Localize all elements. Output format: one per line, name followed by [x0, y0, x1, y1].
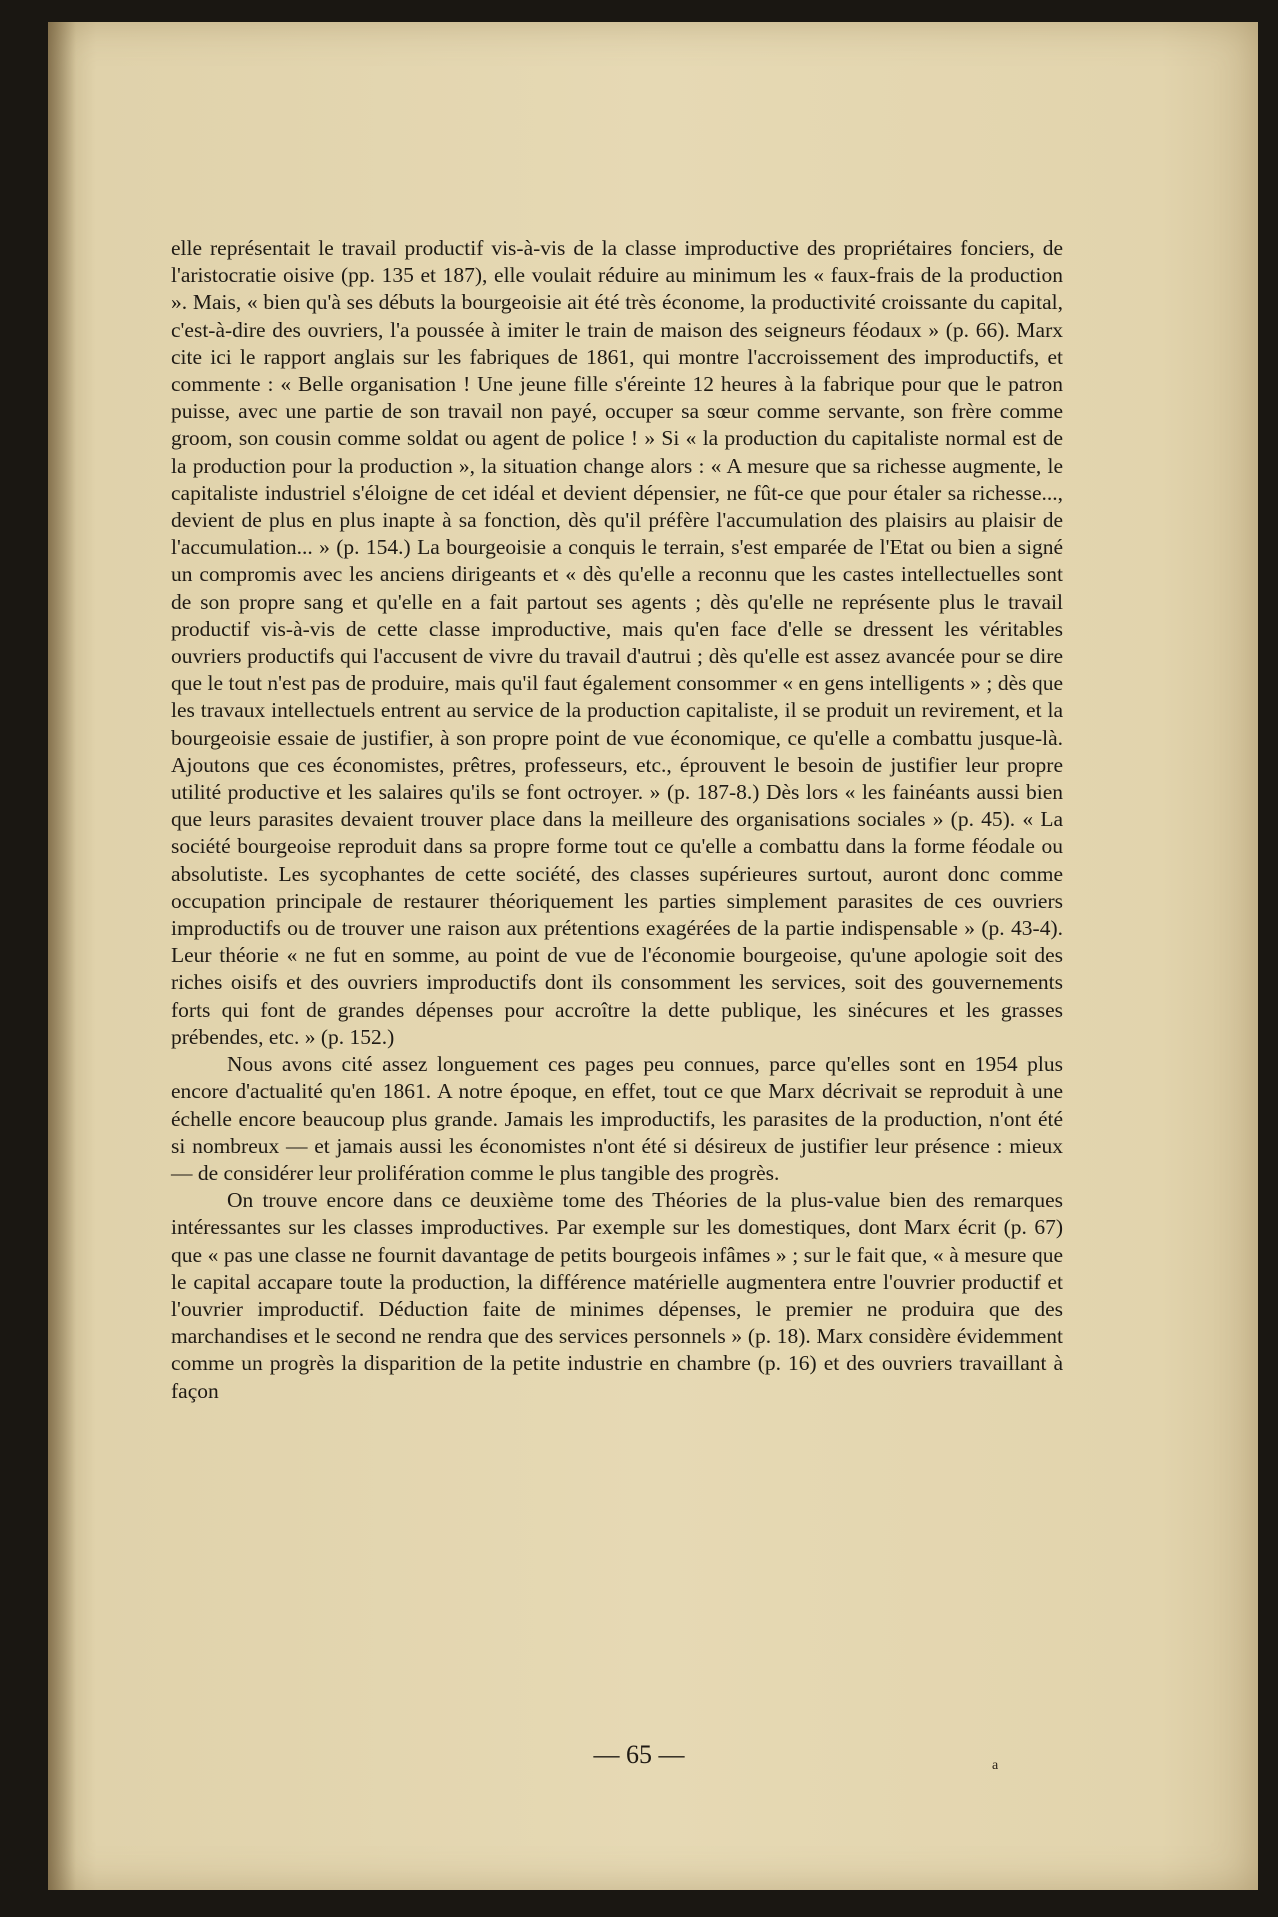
- paragraph-2: Nous avons cité assez longuement ces pages peu connues, parce qu'elles sont en 1954 plus encore d'actualité qu'en 1861. A notre époque, en effet, tout ce que Marx décrivait se reproduit à une échelle encore beaucoup plus grande. Jamais les improductifs, les parasites de la production, n'ont été si nombreux — et jamais aussi les économistes n'ont été si désireux de justifier leur présence : mieux — de considérer leur prolifération comme le plus tangible des progrès.: [171, 1052, 1063, 1185]
- body-text: [171, 235, 1063, 1405]
- signature-mark: a: [992, 1758, 999, 1773]
- paragraph-1: elle représentait le travail productif vis-à-vis de la classe improductive des propriétaires fonciers, de l'aristocratie oisive (pp. 135 et 187), elle voulait réduire au minimum les « faux-frais de la production ». Mais, « bien qu'à ses débuts la bourgeoisie ait été très économe, la productivité croissante du capital, c'est-à-dire des ouvriers, l'a poussée à imiter le train de maison des seigneurs féodaux » (p. 66). Marx cite ici le rapport anglais sur les fabriques de 1861, qui montre l'accroissement des improductifs, et commente : « Belle organisation ! Une jeune fille s'éreinte 12 heures à la fabrique pour que le patron puisse, avec une partie de son travail non payé, occuper sa sœur comme servante, son frère comme groom, son cousin comme soldat ou agent de police ! » Si « la production du capitaliste normal est de la production pour la production », la situation change alors : « A mesure que sa richesse augmente, le capitaliste industriel s'éloigne de cet idéal et devient dépensier, ne fût-ce que pour étaler sa richesse..., devient de plus en plus inapte à sa fonction, dès qu'il préfère l'accumulation des plaisirs au plaisir de l'accumulation... » (p. 154.) La bourgeoisie a conquis le terrain, s'est emparée de l'Etat ou bien a signé un compromis avec les anciens dirigeants et « dès qu'elle a reconnu que les castes intellectuelles sont de son propre sang et qu'elle en a fait partout ses agents ; dès qu'elle ne représente plus le travail productif vis-à-vis de cette classe improductive, mais qu'en face d'elle se dressent les véritables ouvriers productifs qui l'accusent de vivre du travail d'autrui ; dès qu'elle est assez avancée pour se dire que le tout n'est pas de produire, mais qu'il faut également consommer « en gens intelligents » ; dès que les travaux intellectuels entrent au service de la production capitaliste, il se produit un revirement, et la bourgeoisie essaie de justifier, à son propre point de vue économique, ce qu'elle a combattu jusque-là. Ajoutons que ces économistes, prêtres, professeurs, etc., éprouvent le besoin de justifier leur propre utilité productive et les salaires qu'ils se font octroyer. » (p. 187-8.) Dès lors « les fainéants aussi bien que leurs parasites devaient trouver place dans la meilleure des organisations sociales » (p. 45). « La société bourgeoise reproduit dans sa propre forme tout ce qu'elle a combattu dans la forme féodale ou absolutiste. Les sycophantes de cette société, des classes supérieures surtout, auront donc comme occupation principale de restaurer théoriquement les parties simplement parasites de ces ouvriers improductifs ou de trouver une raison aux prétentions exagérées de la partie indispensable » (p. 43-4). Leur théorie « ne fut en somme, au point de vue de l'économie bourgeoise, qu'une apologie soit des riches oisifs et des ouvriers improductifs dont ils consomment les services, soit des gouvernements forts qui font de grandes dépenses pour accroître la dette publique, les sinécures et les grasses prébendes, etc. » (p. 152.): [171, 236, 1063, 1049]
- paragraph-3: On trouve encore dans ce deuxième tome des Théories de la plus-value bien des remarques intéressantes sur les classes improductives. Par exemple sur les domestiques, dont Marx écrit (p. 67) que « pas une classe ne fournit davantage de petits bourgeois infâmes » ; sur le fait que, « à mesure que le capital accapare toute la production, la différence matérielle augmentera entre l'ouvrier productif et l'ouvrier improductif. Déduction faite de minimes dépenses, le premier ne produira que des marchandises et le second ne rendra que des services personnels » (p. 18). Marx considère évidemment comme un progrès la disparition de la petite industrie en chambre (p. 16) et des ouvriers travaillant à façon: [171, 1188, 1063, 1403]
- page-gutter: [48, 22, 76, 1890]
- page-number: — 65 —: [593, 1740, 685, 1769]
